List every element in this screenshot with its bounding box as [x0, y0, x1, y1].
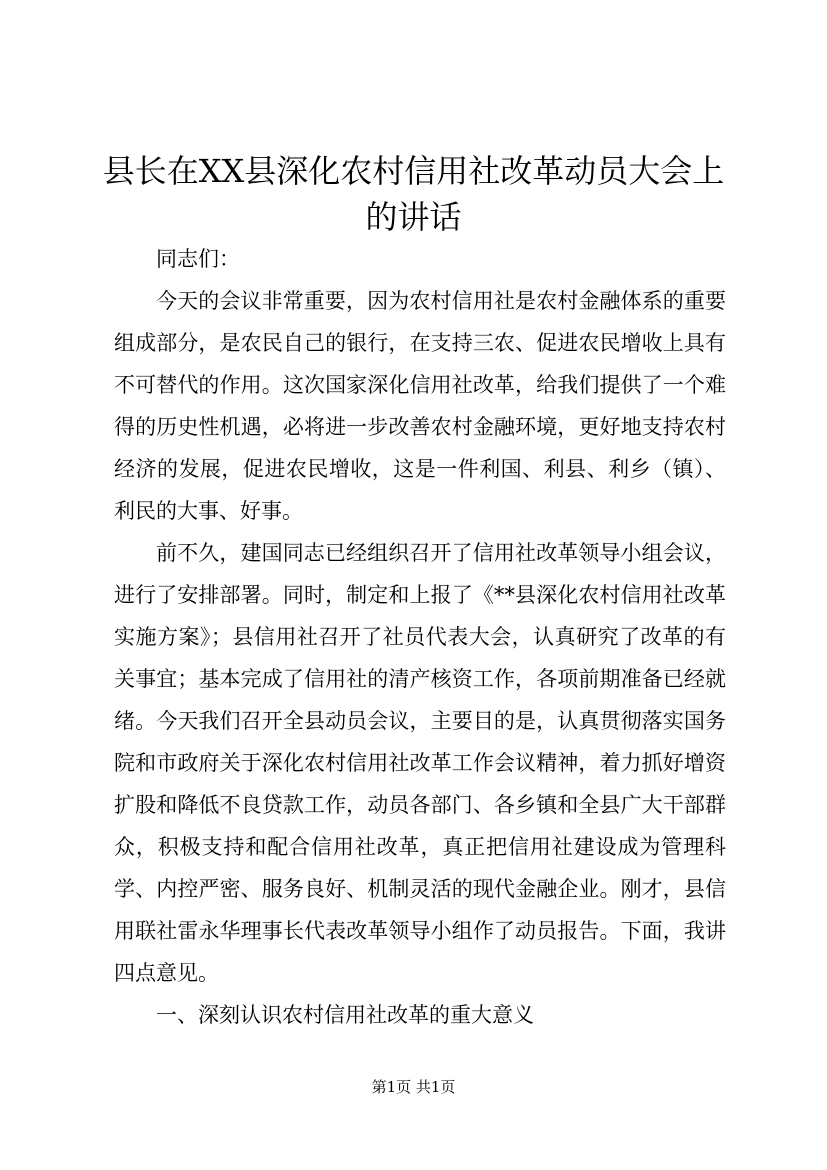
section-heading: 一、深刻认识农村信用社改革的重大意义 [156, 1003, 534, 1027]
page-footer: 第1页 共1页 [371, 1078, 456, 1096]
salutation: 同志们： [156, 247, 240, 271]
document-body [114, 238, 726, 1036]
title-line-1: 县长在XX县深化农村信用社改革动员大会上 [102, 152, 725, 190]
document-title [100, 148, 727, 240]
paragraph-2: 前不久，建国同志已经组织召开了信用社改革领导小组会议，进行了安排部署。同时，制定和上报了《**县深化农村信用社改革实施方案》；县信用社召开了社员代表大会，认真研究了改革的有关事宜；基本完成了信用社的清产核资工作，各项前期准备已经就绪。今天我们召开全县动员会议，主要目的是，认真贯彻落实国务院和市政府关于深化农村信用社改革工作会议精神，着力抓好增资扩股和降低不良贷款工作，动员各部门、各乡镇和全县广大干部群众，积极支持和配合信用社改革，真正把信用社建设成为管理科学、内控严密、服务良好、机制灵活的现代金融企业。刚才，县信用联社雷永华理事长代表改革领导小组作了动员报告。下面，我讲四点意见。 [114, 541, 726, 985]
paragraph-1: 今天的会议非常重要，因为农村信用社是农村金融体系的重要组成部分，是农民自己的银行，在支持三农、促进农民增收上具有不可替代的作用。这次国家深化信用社改革，给我们提供了一个难得的历史性机遇，必将进一步改善农村金融环境，更好地支持农村经济的发展，促进农民增收，这是一件利国、利县、利乡（镇）、利民的大事、好事。 [114, 289, 726, 523]
title-line-2: 的讲话 [365, 198, 462, 236]
